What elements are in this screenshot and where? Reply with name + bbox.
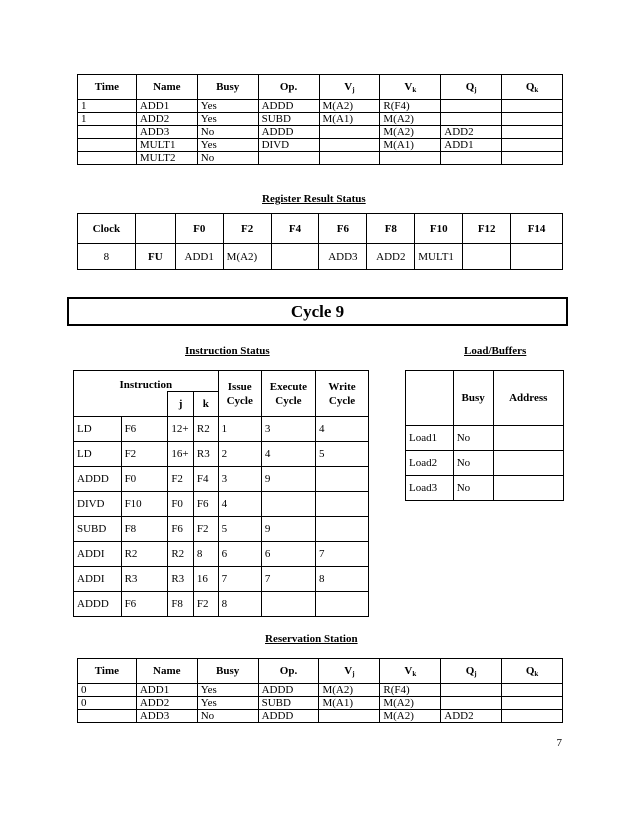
instr-j-cell: 12+	[168, 417, 194, 442]
reg-f2-value: M(A2)	[223, 244, 271, 270]
instr-op-cell: ADDD	[74, 467, 122, 492]
table-cell	[78, 139, 137, 152]
table-cell	[441, 152, 502, 165]
table-cell: 0	[78, 684, 137, 697]
load-busy-cell: No	[453, 451, 493, 476]
instr-write-cell: 8	[316, 567, 369, 592]
table-row	[78, 244, 563, 270]
load-address-cell	[493, 426, 563, 451]
col-vj: $V_j$	[319, 75, 380, 100]
register-result-status-title: Register Result Status	[262, 193, 366, 205]
table-cell: ADD2	[441, 126, 502, 139]
instr-issue-cell: 1	[218, 417, 261, 442]
instr-op-cell: LD	[74, 442, 122, 467]
col-time: Time	[78, 659, 137, 684]
instr-k-cell: 16	[193, 567, 218, 592]
col-busy: Busy	[197, 75, 258, 100]
table-row	[406, 476, 564, 501]
table-row	[74, 517, 369, 542]
table-row	[78, 126, 563, 139]
table-cell	[502, 100, 563, 113]
col-qk: $Q_k$	[502, 659, 563, 684]
table-cell: ADD3	[136, 126, 197, 139]
table-row	[74, 542, 369, 567]
reg-f0-header: F0	[175, 214, 223, 244]
col-busy: Busy	[197, 659, 258, 684]
table-row	[74, 417, 369, 442]
instr-j-cell: F6	[168, 517, 194, 542]
instruction-status-title: Instruction Status	[185, 345, 270, 357]
instr-j-header: j	[168, 392, 194, 417]
table-cell	[319, 139, 380, 152]
reg-clock-value: 8	[78, 244, 136, 270]
reg-f10-value: MULT1	[415, 244, 463, 270]
instr-k-cell: F4	[193, 467, 218, 492]
instr-op-cell: ADDI	[74, 542, 122, 567]
table-row	[74, 467, 369, 492]
instr-dest-cell: F8	[121, 517, 168, 542]
table-row	[78, 684, 563, 697]
table-cell: M(A2)	[380, 710, 441, 723]
table-row	[74, 492, 369, 517]
table-row	[78, 113, 563, 126]
table-cell	[380, 152, 441, 165]
reg-clock-header: Clock	[78, 214, 136, 244]
table-cell	[319, 152, 380, 165]
instr-issue-header: Issue Cycle	[218, 371, 261, 417]
instr-op-cell: ADDI	[74, 567, 122, 592]
table-cell	[258, 152, 319, 165]
table-cell: R(F4)	[380, 684, 441, 697]
instr-k-cell: F6	[193, 492, 218, 517]
table-cell	[502, 139, 563, 152]
table-cell: Yes	[197, 100, 258, 113]
load-busy-cell: No	[453, 476, 493, 501]
col-vk: $V_k$	[380, 75, 441, 100]
table-row	[74, 567, 369, 592]
reg-f6-value: ADD3	[319, 244, 367, 270]
table-cell: 1	[78, 113, 137, 126]
instr-exec-cell: 9	[261, 467, 315, 492]
table-cell: ADDD	[258, 100, 319, 113]
table-cell	[502, 697, 563, 710]
table-cell	[502, 152, 563, 165]
table-cell: SUBD	[258, 697, 319, 710]
reservation-station-title: Reservation Station	[265, 633, 358, 645]
instr-issue-cell: 7	[218, 567, 261, 592]
reg-f12-header: F12	[463, 214, 511, 244]
instruction-status-table	[73, 370, 369, 617]
table-row	[78, 152, 563, 165]
col-op: Op.	[258, 75, 319, 100]
table-cell: ADD3	[136, 710, 197, 723]
load-busy-cell: No	[453, 426, 493, 451]
table-cell: SUBD	[258, 113, 319, 126]
instr-exec-cell: 6	[261, 542, 315, 567]
instr-exec-cell	[261, 592, 315, 617]
instr-j-cell: R3	[168, 567, 194, 592]
table-cell: DIVD	[258, 139, 319, 152]
load-address-cell	[493, 451, 563, 476]
instr-write-cell: 4	[316, 417, 369, 442]
instr-dest-cell: F0	[121, 467, 168, 492]
table-row	[74, 592, 369, 617]
instr-write-header: Write Cycle	[316, 371, 369, 417]
instr-issue-cell: 3	[218, 467, 261, 492]
col-vj: $V_j$	[319, 659, 380, 684]
table-cell	[502, 113, 563, 126]
table-header-row	[74, 371, 369, 392]
table-cell: ADD2	[136, 113, 197, 126]
table-cell: ADDD	[258, 710, 319, 723]
table-cell	[502, 710, 563, 723]
table-header-row	[406, 371, 564, 426]
instr-k-cell: F2	[193, 517, 218, 542]
register-result-table	[77, 213, 563, 270]
instr-write-cell: 5	[316, 442, 369, 467]
reg-f14-header: F14	[511, 214, 563, 244]
instr-dest-cell: R3	[121, 567, 168, 592]
table-cell: M(A1)	[319, 113, 380, 126]
table-cell: 1	[78, 100, 137, 113]
table-row	[406, 451, 564, 476]
load-blank-header	[406, 371, 454, 426]
table-cell: ADD1	[136, 100, 197, 113]
table-row	[78, 100, 563, 113]
instr-j-cell: R2	[168, 542, 194, 567]
reg-f6-header: F6	[319, 214, 367, 244]
table-cell	[502, 126, 563, 139]
table-cell	[441, 684, 502, 697]
table-row	[78, 710, 563, 723]
table-cell: MULT1	[136, 139, 197, 152]
instr-write-cell	[316, 492, 369, 517]
table-cell: MULT2	[136, 152, 197, 165]
load-name-cell: Load3	[406, 476, 454, 501]
instr-k-cell: F2	[193, 592, 218, 617]
load-address-cell	[493, 476, 563, 501]
table-cell	[441, 100, 502, 113]
table-cell: ADD2	[136, 697, 197, 710]
col-time: Time	[78, 75, 137, 100]
instr-exec-cell: 7	[261, 567, 315, 592]
instr-dest-cell: F10	[121, 492, 168, 517]
col-vk: $V_k$	[380, 659, 441, 684]
instr-exec-cell	[261, 492, 315, 517]
col-name: Name	[136, 75, 197, 100]
table-cell: M(A2)	[380, 113, 441, 126]
table-cell: ADD2	[441, 710, 502, 723]
instr-dest-cell: F6	[121, 592, 168, 617]
instr-issue-cell: 6	[218, 542, 261, 567]
load-name-cell: Load2	[406, 451, 454, 476]
table-cell: M(A2)	[380, 126, 441, 139]
instr-blank-header	[74, 392, 168, 417]
table-cell: M(A2)	[319, 100, 380, 113]
table-cell	[319, 710, 380, 723]
instr-exec-cell: 9	[261, 517, 315, 542]
table-cell: Yes	[197, 139, 258, 152]
table-row	[406, 426, 564, 451]
instr-dest-cell: F2	[121, 442, 168, 467]
table-cell	[78, 710, 137, 723]
col-qk: $Q_k$	[502, 75, 563, 100]
col-name: Name	[136, 659, 197, 684]
instr-k-cell: R2	[193, 417, 218, 442]
table-row	[74, 442, 369, 467]
table-cell: ADD1	[136, 684, 197, 697]
load-name-cell: Load1	[406, 426, 454, 451]
reg-blank-header	[135, 214, 175, 244]
table-cell: R(F4)	[380, 100, 441, 113]
instr-write-cell: 7	[316, 542, 369, 567]
instr-issue-cell: 4	[218, 492, 261, 517]
instr-write-cell	[316, 592, 369, 617]
instr-exec-cell: 4	[261, 442, 315, 467]
reg-f4-value	[271, 244, 319, 270]
table-cell: M(A2)	[380, 697, 441, 710]
table-row	[78, 697, 563, 710]
instr-k-cell: R3	[193, 442, 218, 467]
table-header-row	[78, 214, 563, 244]
instr-instruction-header: Instruction	[74, 371, 219, 392]
table-cell: Yes	[197, 684, 258, 697]
load-buffers-table	[405, 370, 564, 501]
col-qj: $Q_j$	[441, 75, 502, 100]
table-cell: M(A1)	[319, 697, 380, 710]
table-cell: M(A2)	[319, 684, 380, 697]
instr-op-cell: DIVD	[74, 492, 122, 517]
col-op: Op.	[258, 659, 319, 684]
reg-f2-header: F2	[223, 214, 271, 244]
load-address-header: Address	[493, 371, 563, 426]
instr-j-cell: F0	[168, 492, 194, 517]
instr-dest-cell: F6	[121, 417, 168, 442]
reservation-station-table-top	[77, 74, 563, 165]
table-cell: Yes	[197, 113, 258, 126]
col-qj: $Q_j$	[441, 659, 502, 684]
table-cell: M(A1)	[380, 139, 441, 152]
reservation-station-table-bottom	[77, 658, 563, 723]
table-cell: Yes	[197, 697, 258, 710]
instr-op-cell: LD	[74, 417, 122, 442]
instr-write-cell	[316, 467, 369, 492]
reg-f8-header: F8	[367, 214, 415, 244]
instr-write-cell	[316, 517, 369, 542]
instr-op-cell: ADDD	[74, 592, 122, 617]
table-header-row	[78, 659, 563, 684]
instr-k-cell: 8	[193, 542, 218, 567]
reg-f12-value	[463, 244, 511, 270]
cycle-title: Cycle 9	[67, 297, 568, 326]
table-cell	[441, 697, 502, 710]
reg-f14-value	[511, 244, 563, 270]
reg-fu-label: FU	[135, 244, 175, 270]
instr-issue-cell: 8	[218, 592, 261, 617]
table-cell	[78, 126, 137, 139]
load-busy-header: Busy	[453, 371, 493, 426]
reg-f8-value: ADD2	[367, 244, 415, 270]
load-buffers-title: Load/Buffers	[464, 345, 527, 357]
instr-j-cell: F8	[168, 592, 194, 617]
instr-execute-header: Execute Cycle	[261, 371, 315, 417]
instr-j-cell: 16+	[168, 442, 194, 467]
table-cell	[502, 684, 563, 697]
instr-issue-cell: 5	[218, 517, 261, 542]
reg-f4-header: F4	[271, 214, 319, 244]
table-cell	[441, 113, 502, 126]
table-cell: No	[197, 152, 258, 165]
table-cell	[319, 126, 380, 139]
instr-dest-cell: R2	[121, 542, 168, 567]
table-header-row	[78, 75, 563, 100]
table-cell: ADDD	[258, 684, 319, 697]
page-number: 7	[556, 737, 562, 749]
instr-issue-cell: 2	[218, 442, 261, 467]
table-row	[78, 139, 563, 152]
table-cell	[78, 152, 137, 165]
table-cell: ADDD	[258, 126, 319, 139]
instr-j-cell: F2	[168, 467, 194, 492]
table-cell: 0	[78, 697, 137, 710]
instr-op-cell: SUBD	[74, 517, 122, 542]
instr-exec-cell: 3	[261, 417, 315, 442]
table-cell: No	[197, 710, 258, 723]
instr-k-header: k	[193, 392, 218, 417]
reg-f10-header: F10	[415, 214, 463, 244]
reg-f0-value: ADD1	[175, 244, 223, 270]
table-cell: ADD1	[441, 139, 502, 152]
table-cell: No	[197, 126, 258, 139]
